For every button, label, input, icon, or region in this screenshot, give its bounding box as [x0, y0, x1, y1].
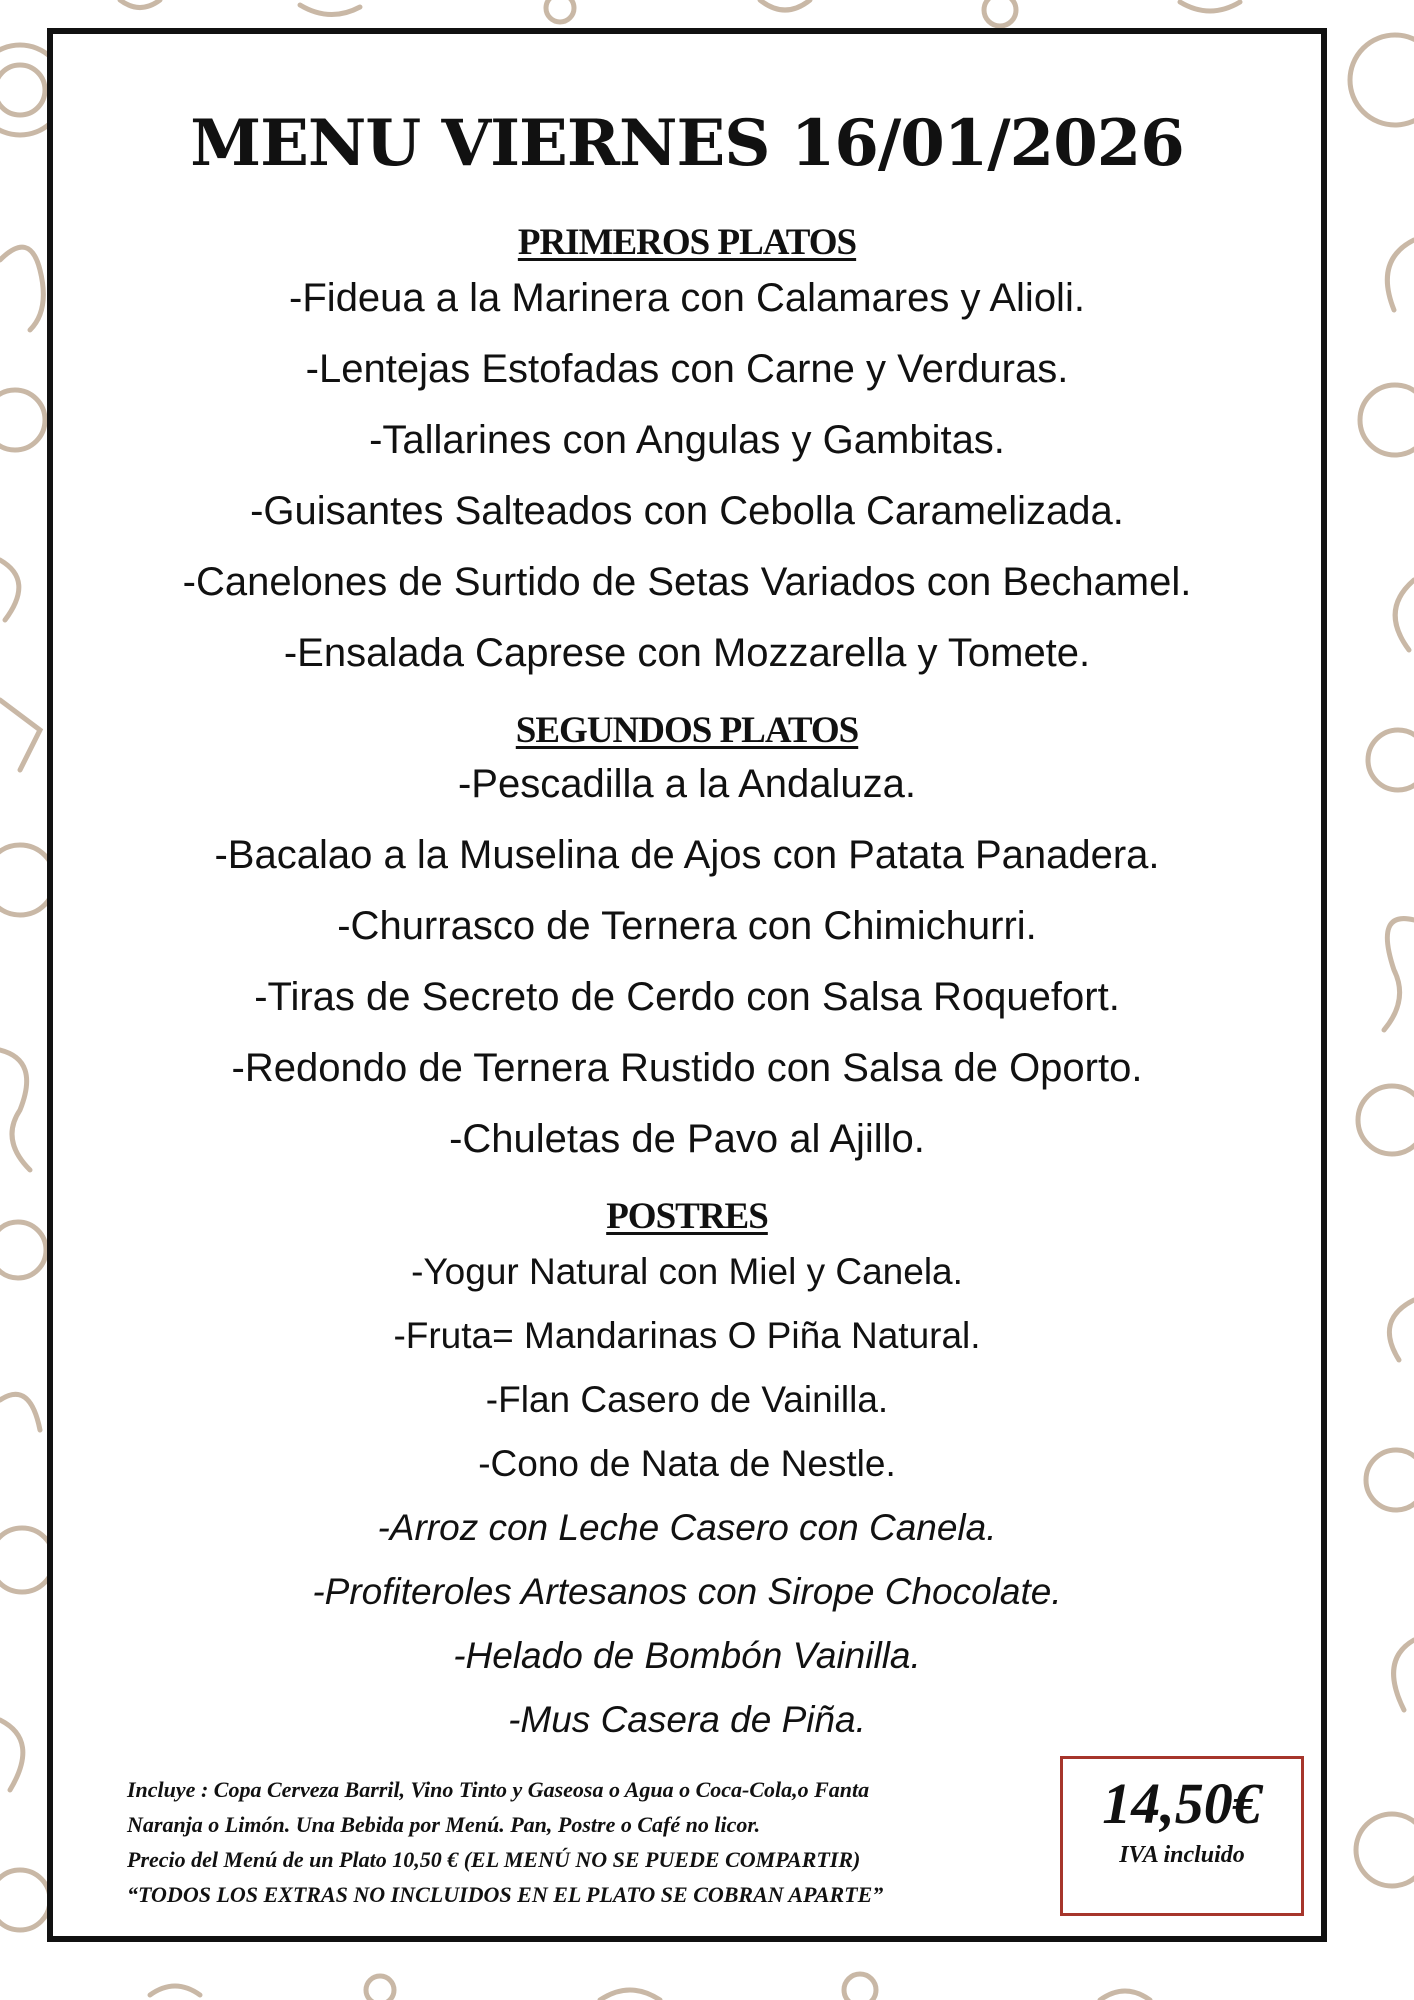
segundos-item: -Tiras de Secreto de Cerdo con Salsa Roquefort.	[254, 975, 1120, 1019]
segundos-item: -Redondo de Ternera Rustido con Salsa de Oporto.	[231, 1046, 1143, 1090]
primeros-item: -Ensalada Caprese con Mozzarella y Tomete.	[283, 631, 1091, 675]
postres-item: -Yogur Natural con Miel y Canela.	[411, 1251, 963, 1292]
segundos-item: -Chuletas de Pavo al Ajillo.	[449, 1117, 925, 1161]
footer-line: Naranja o Limón. Una Bebida por Menú. Pan, Postre o Café no licor.	[127, 1812, 761, 1837]
price-amount: 14,50€	[1102, 1771, 1262, 1836]
postres-item: -Flan Casero de Vainilla.	[485, 1379, 889, 1420]
segundos-item: -Pescadilla a la Andaluza.	[457, 762, 917, 806]
postres-item: -Helado de Bombón Vainilla.	[453, 1635, 921, 1676]
segundos-item: -Bacalao a la Muselina de Ajos con Patata Panadera.	[214, 833, 1160, 877]
primeros-item: -Lentejas Estofadas con Carne y Verduras.	[305, 347, 1069, 391]
footer-line: Precio del Menú de un Plato 10,50 € (EL MENÚ NO SE PUEDE COMPARTIR)	[127, 1847, 861, 1872]
postres-item: -Fruta= Mandarinas O Piña Natural.	[393, 1315, 981, 1356]
footer-note	[127, 1772, 1077, 1912]
primeros-item: -Guisantes Salteados con Cebolla Caramelizada.	[250, 489, 1124, 533]
postres-item: -Cono de Nata de Nestle.	[478, 1443, 896, 1484]
postres-item: -Mus Casera de Piña.	[508, 1699, 866, 1740]
segundos-item: -Churrasco de Ternera con Chimichurri.	[337, 904, 1037, 948]
segundos-heading: SEGUNDOS PLATOS	[515, 710, 859, 751]
footer-line: “TODOS LOS EXTRAS NO INCLUIDOS EN EL PLATO SE COBRAN APARTE”	[127, 1882, 884, 1907]
postres-item: -Arroz con Leche Casero con Canela.	[377, 1507, 997, 1548]
primeros-heading: PRIMEROS PLATOS	[517, 222, 857, 263]
price-box	[1060, 1756, 1304, 1916]
menu-card	[47, 28, 1327, 1942]
primeros-item: -Canelones de Surtido de Setas Variados con Bechamel.	[182, 560, 1192, 604]
primeros-item: -Tallarines con Angulas y Gambitas.	[369, 418, 1005, 462]
tax-note: IVA incluido	[1119, 1842, 1245, 1868]
page-title: MENU VIERNES 16/01/2026	[190, 106, 1184, 181]
postres-heading: POSTRES	[606, 1196, 768, 1237]
primeros-item: -Fideua a la Marinera con Calamares y Alioli.	[289, 276, 1085, 320]
footer-line: Incluye : Copa Cerveza Barril, Vino Tinto y Gaseosa o Agua o Coca-Cola,o Fanta	[127, 1777, 870, 1802]
postres-item: -Profiteroles Artesanos con Sirope Chocolate.	[312, 1571, 1062, 1612]
